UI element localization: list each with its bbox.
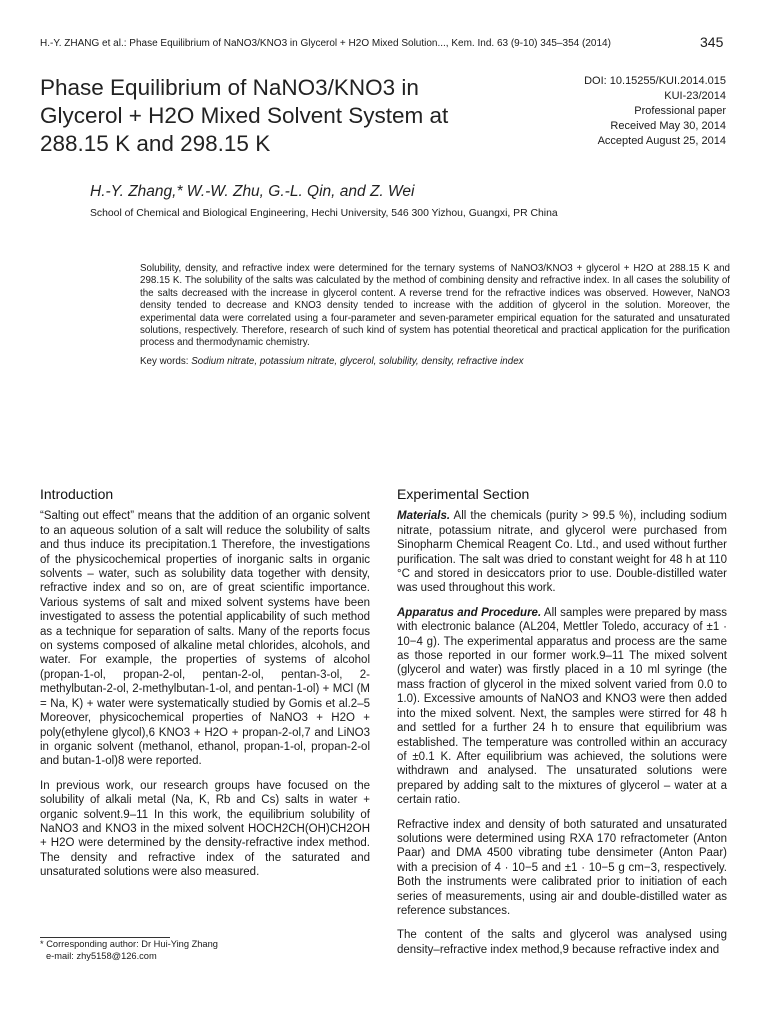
right-column [397, 487, 727, 967]
materials-paragraph [397, 509, 727, 595]
footnote-email: e-mail: zhy5158@126.com [46, 950, 157, 961]
footnote-author: * Corresponding author: Dr Hui-Ying Zhang [40, 939, 218, 949]
apparatus-label: Apparatus and Procedure. [397, 606, 542, 619]
left-column [40, 487, 370, 890]
exp-paragraph-3: Refractive index and density of both saturated and unsaturated solutions were determined using RXA 170 refractometer (Anton Paar) and DMA 4500 vibrating tube densimeter (Anton Paar) with a precision of 4 · 10−5 and ±1 · 10−5 g cm−3, respectively. Both the instruments were calibrated prior to initiation of each series of measurements, using air and double-distilled water as reference substances. [397, 818, 727, 917]
footnote-rule [40, 937, 170, 938]
affiliation: School of Chemical and Biological Engineering, Hechi University, 546 300 Yizhou, Guangxi, PR China [90, 208, 558, 219]
received-date: Received May 30, 2014 [610, 120, 726, 132]
abstract [140, 263, 730, 368]
abstract-text: Solubility, density, and refractive index were determined for the ternary systems of NaNO3/KNO3 + glycerol + H2O at 288.15 K and 298.15 K. The solubility of the salts was calculated by the method of combining density and refractive index. In all cases the solubility of the salts decreased with the increase in glycerol content. A reverse trend for the refractive indices was observed. However, NaNO3 density tended to decrease and KNO3 density tended to increase with the addition of glycerol in the solution. Moreover, the experimental data were correlated using a four-parameter and seven-parameter empirical equation for the saturated and unsaturated solutions, respectively. Therefore, research of such kind of system has potential theoretical and practical application for the purification process and thermodynamic chemistry. [140, 263, 730, 349]
doi: DOI: 10.15255/KUI.2014.015 [584, 75, 726, 87]
article-type: Professional paper [634, 105, 726, 117]
article-code: KUI-23/2014 [664, 90, 726, 102]
introduction-heading: Introduction [40, 486, 114, 502]
apparatus-paragraph [397, 606, 727, 808]
article-meta [584, 74, 726, 149]
authors: H.-Y. Zhang,* W.-W. Zhu, G.-L. Qin, and Z. Wei [90, 183, 415, 200]
running-header: H.-Y. ZHANG et al.: Phase Equilibrium of NaNO3/KNO3 in Glycerol + H2O Mixed Solution..., Kem. Ind. 63 (9-10) 345–354 (2014) [40, 38, 611, 49]
keywords-label: Key words: [140, 355, 189, 367]
keywords [140, 356, 730, 368]
accepted-date: Accepted August 25, 2014 [597, 135, 726, 147]
intro-paragraph-2: In previous work, our research groups have focused on the solubility of alkali metal (Na, K, Rb and Cs) salts in water + organic solvent.9–11 In this work, the equilibrium solubility of NaNO3 and KNO3 in the mixed solvent HOCH2CH(OH)CH2OH + H2O were determined by the density-refractive index method. The density and refractive index of the saturated and unsaturated solutions were also measured. [40, 779, 370, 879]
keywords-list: Sodium nitrate, potassium nitrate, glycerol, solubility, density, refractive index [191, 355, 524, 367]
article-title: Phase Equilibrium of NaNO3/KNO3 in Glycerol + H2O Mixed Solvent System at 288.15 K and 298.15 K [40, 75, 449, 156]
page-number: 345 [700, 34, 724, 50]
materials-text: All the chemicals (purity > 99.5 %), including sodium nitrate, potassium nitrate, and glycerol were purchased from Sinopharm Chemical Reagent Co. Ltd., and used without further purification. The salt was dried to constant weight for 48 h at 110 °C and stored in desiccators prior to use. Double-distilled water was used throughout this work. [397, 510, 727, 595]
apparatus-text: All samples were prepared by mass with electronic balance (AL204, Mettler Toledo, accuracy of ±1 · 10−4 g). The experimental apparatus and process are the same as those reported in our former work.9–11 The mixed solvent (glycerol and water) was firstly placed in a 10 ml syringe (the mass fraction of glycerol in the mixed solvent varied from 0.0 to 1.0). Excessive amounts of NaNO3 and KNO3 were then added into the mixed solvent. Next, the samples were stirred for 48 h and settled for a further 24 h to ensure that equilibrium was established. The temperature was controlled within an accuracy of ±0.1 K. After equilibrium was achieved, the solutions were withdrawn and analysed. The unsaturated solutions were prepared by adding salt to the mixtures of glycerol – water at a certain ratio. [397, 606, 727, 807]
exp-paragraph-4: The content of the salts and glycerol was analysed using density–refractive index method,9 because refractive index and [397, 929, 727, 956]
experimental-heading: Experimental Section [397, 486, 530, 502]
footnote [40, 939, 218, 962]
intro-paragraph-1: “Salting out effect” means that the addition of an organic solvent to an aqueous solution of a salt will reduce the solubility of salts and thus induce its precipitation.1 Therefore, the investigations of the physicochemical properties of inorganic salts in organic solvents – water, such as solubility data together with density, refractive index and so on, are of great scientific importance. Various systems of salt and mixed solvent systems have been investigated to assess the potential applicability of such method as a technique for separation of salts. Many of the reports focus on systems composed of alkaline metal chlorides, alcohols, and water. For example, the properties of systems of alcohol (propan-1-ol, propan-2-ol, pentan-2-ol, pentan-3-ol, 2-methylbutan-2-ol, 2-methylbutan-1-ol, and pentan-1-ol) + MCl (M = Na, K) + water were systematically studied by Gomis et al.2–5 Moreover, physicochemical properties of NaNO3 + H2O + poly(ethylene glycol),6 KNO3 + H2O + propan-2-ol,7 and LiNO3 in organic solvent (methanol, ethanol, propan-1-ol, propan-2-ol and butan-1-ol)8 were reported. [40, 510, 370, 768]
materials-label: Materials. [397, 510, 451, 523]
